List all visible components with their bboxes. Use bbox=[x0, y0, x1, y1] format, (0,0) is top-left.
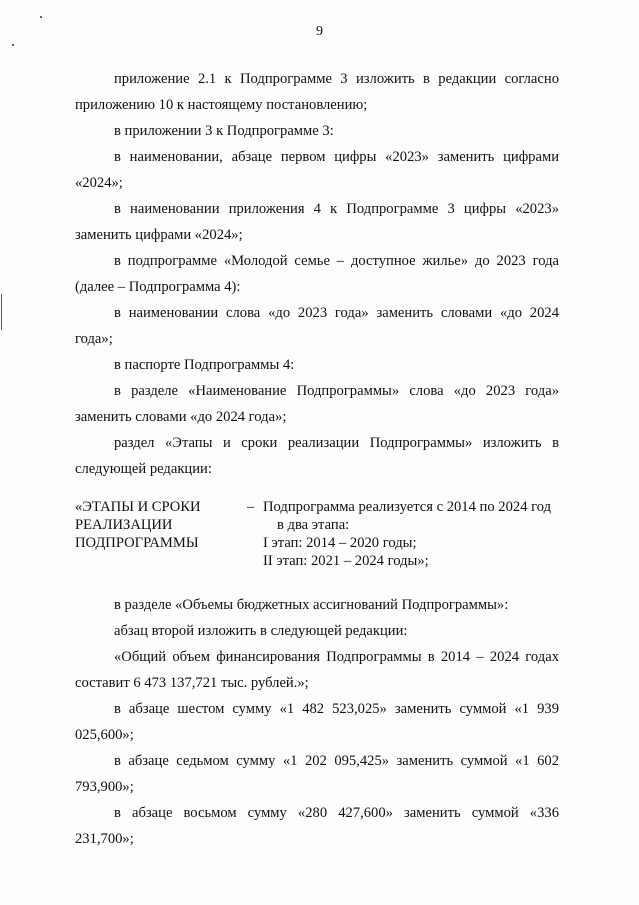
stages-heading-line: ПОДПРОГРАММЫ bbox=[75, 535, 199, 551]
paragraph: в разделе «Объемы бюджетных ассигнований Подпрограммы»: bbox=[114, 597, 509, 613]
stages-content-line: в два этапа: bbox=[277, 517, 350, 533]
paragraph: в подпрограмме «Молодой семье – доступное жилье» до 2023 года (далее – Подпрограмма 4): bbox=[75, 253, 559, 295]
stages-heading-line: РЕАЛИЗАЦИИ bbox=[75, 517, 173, 533]
stages-dash: – bbox=[247, 499, 255, 515]
paragraph: в наименовании, абзаце первом цифры «2023» заменить цифрами «2024»; bbox=[75, 149, 559, 191]
stages-content-line: II этап: 2021 – 2024 годы»; bbox=[263, 553, 429, 569]
stages-content-line: Подпрограмма реализуется с 2014 по 2024 год bbox=[263, 499, 552, 515]
scan-margin-line bbox=[1, 294, 2, 330]
scan-dot bbox=[12, 44, 14, 46]
paragraph: в разделе «Наименование Подпрограммы» слова «до 2023 года» заменить словами «до 2024 года»; bbox=[75, 383, 559, 425]
scan-dot bbox=[40, 16, 42, 18]
paragraph: приложение 2.1 к Подпрограмме 3 изложить в редакции согласно приложению 10 к настоящему постановлению; bbox=[75, 71, 559, 113]
stages-heading-line: «ЭТАПЫ И СРОКИ bbox=[75, 499, 201, 515]
stages-content-line: I этап: 2014 – 2020 годы; bbox=[263, 535, 417, 551]
paragraph: в паспорте Подпрограммы 4: bbox=[114, 357, 295, 373]
document-body bbox=[75, 66, 559, 852]
page-number: 9 bbox=[316, 24, 323, 39]
paragraph: в наименовании приложения 4 к Подпрограмме 3 цифры «2023» заменить цифрами «2024»; bbox=[75, 201, 559, 243]
paragraph: абзац второй изложить в следующей редакции: bbox=[114, 623, 408, 639]
stages-content bbox=[263, 498, 559, 570]
paragraph: раздел «Этапы и сроки реализации Подпрограммы» изложить в следующей редакции: bbox=[75, 435, 559, 477]
paragraph: в абзаце седьмом сумму «1 202 095,425» заменить суммой «1 602 793,900»; bbox=[75, 753, 559, 795]
stages-table bbox=[75, 498, 559, 570]
paragraph: в абзаце шестом сумму «1 482 523,025» заменить суммой «1 939 025,600»; bbox=[75, 701, 559, 743]
stages-heading bbox=[75, 498, 247, 570]
paragraph: в наименовании слова «до 2023 года» заменить словами «до 2024 года»; bbox=[75, 305, 559, 347]
paragraph: «Общий объем финансирования Подпрограммы в 2014 – 2024 годах составит 6 473 137,721 тыс. рублей.»; bbox=[75, 649, 559, 691]
paragraph: в приложении 3 к Подпрограмме 3: bbox=[114, 123, 334, 139]
paragraph: в абзаце восьмом сумму «280 427,600» заменить суммой «336 231,700»; bbox=[75, 805, 559, 847]
